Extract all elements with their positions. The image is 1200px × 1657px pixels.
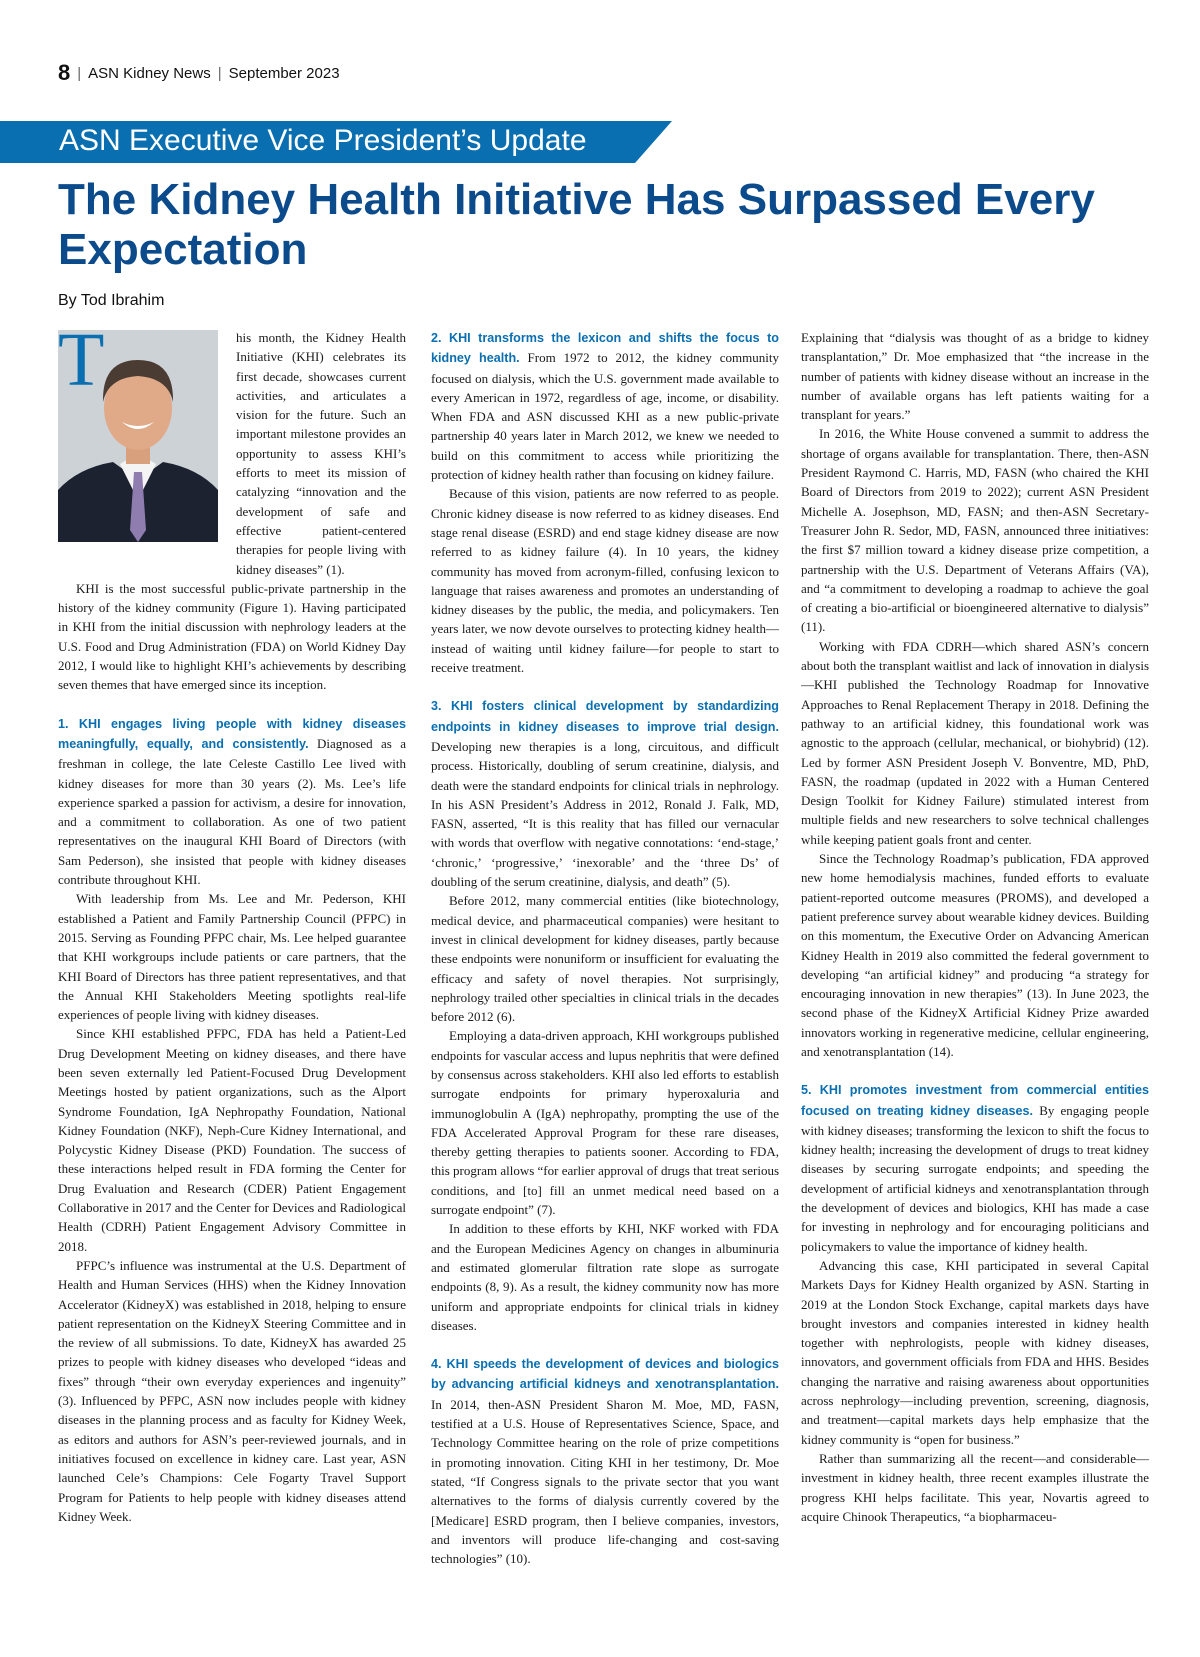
- section-5-text: By engaging people with kidney diseases; transforming the lexicon to shift the focus to kidney health; increasing the development of drugs to treat kidney diseases by securing surrogate endpoints; and speeding the development of artificial kidneys and xenotransplantation through the development of devices and biologics, KHI has made a case for investing in nephrology and for encouraging politicians and policymakers to value the importance of kidney health.: [801, 1102, 1149, 1254]
- page-number: 8: [58, 60, 71, 85]
- page-header: [58, 60, 340, 86]
- article-column-3: [801, 328, 1149, 1526]
- drop-cap: T: [58, 318, 105, 402]
- section-2-text: From 1972 to 2012, the kidney community focused on dialysis, which the U.S. government made available to every American in 1972, regardless of age, income, or disability. When FDA and ASN discussed KHI as a new public-private partnership 40 years later in March 2012, we knew we needed to build on this commitment to access while prioritizing the protection of kidney health rather than focusing on kidney failure.: [431, 350, 779, 483]
- body-paragraph: Employing a data-driven approach, KHI workgroups published endpoints for vascular access and lupus nephritis that were defined by consensus across stakeholders. KHI also led efforts to establish surrogate endpoints for primary hyperoxaluria and immunoglobulin A (IgA) nephropathy, prompting the use of the FDA Accelerated Approval Program for these rare diseases, thereby getting therapies to patients sooner. According to FDA, this program allows “for earlier approval of drugs that treat serious conditions, and [to] fill an unmet medical need based on a surrogate endpoint” (7).: [431, 1028, 779, 1218]
- body-paragraph: Since KHI established PFPC, FDA has held a Patient-Led Drug Development Meeting on kidney diseases, and there have been seven externally led Patient-Focused Drug Development Meetings hosted by patient organizations, such as the Alport Syndrome Foundation, IgA Nephropathy Foundation, National Kidney Foundation (NKF), Neph-Cure Kidney International, and Polycystic Kidney Disease (PKD) Foundation. The success of these interactions helped result in FDA forming the Center for Drug Evaluation and Research (CDER) Patient Engagement Collaborative in 2017 and the Center for Devices and Radiological Health (CDRH) Patient Engagement Advisory Committee in 2018.: [58, 1026, 406, 1254]
- article-column-2: [431, 328, 779, 1568]
- body-paragraph: Advancing this case, KHI participated in several Capital Markets Days for Kidney Health organized by ASN. Starting in 2019 at the London Stock Exchange, capital markets days have brought investors and companies interested in kidney health together with nephrologists, people with kidney diseases, innovators, and government officials from FDA and HHS. Besides changing the narrative and raising awareness about opportunities across nephrology—including prevention, screening, diagnosis, and treatment—capital markets days help emphasize that the kidney community is “open for business.”: [801, 1257, 1149, 1447]
- body-paragraph: With leadership from Ms. Lee and Mr. Pederson, KHI established a Patient and Family Partnership Council (PFPC) in 2015. Serving as Founding PFPC chair, Ms. Lee helped guarantee that KHI workgroups include patients or care partners, that the KHI Board of Directors has three patient representatives, and that the Annual KHI Stakeholders Meeting spotlights real-life experiences of people living with kidney diseases.: [58, 891, 406, 1023]
- section-1-heading: 1. KHI engages living people with kidney diseases meaningfully, equally, and consistently.: [58, 716, 406, 751]
- section-5-paragraph: [801, 1080, 1149, 1256]
- section-1-text: Diagnosed as a freshman in college, the late Celeste Castillo Lee lived with kidney diseases for more than 30 years (2). Ms. Lee’s life experience sparked a passion for activism, a desire for innovation, and a commitment to collaboration. As one of two patient representatives on the inaugural KHI Board of Directors (with Sam Pederson), she insisted that people with kidney diseases contribute throughout KHI.: [58, 735, 406, 888]
- section-5-heading: 5. KHI promotes investment from commercial entities focused on treating kidney diseases.: [801, 1083, 1149, 1118]
- body-paragraph: Since the Technology Roadmap’s publication, FDA approved new home hemodialysis machines, funded efforts to evaluate patient-reported outcome measures (PROMS), and developed a patient preference survey about wearable kidney devices. Building on this momentum, the Executive Order on Advancing American Kidney Health in 2019 also committed the federal government to developing “an artificial kidney” and producing “a strategy for encouraging innovation in new therapies” (13). In June 2023, the second phase of the KidneyX Artificial Kidney Prize awarded innovators working in regenerative medicine, cellular engineering, and xenotransplantation (14).: [801, 851, 1149, 1059]
- header-separator: |: [77, 65, 82, 82]
- section-2-heading: 2. KHI transforms the lexicon and shifts the focus to kidney health.: [431, 331, 779, 366]
- issue-date: September 2023: [228, 65, 340, 82]
- body-paragraph: Explaining that “dialysis was thought of as a bridge to kidney transplantation,” Dr. Moe emphasized that “the increase in the number of patients with kidney disease without an increase in the number of available organs has left patients waiting for a transplant for years.”: [801, 330, 1149, 423]
- section-3-text: Developing new therapies is a long, circuitous, and difficult process. Historically, doubling of serum creatinine, dialysis, and death were the standard endpoints for clinical trials in nephrology. In his ASN President’s Address in 2012, Ronald J. Falk, MD, FASN, asserted, “It is this reality that has filled our vernacular with words that overflow with negative connotations: ‘end-stage,’ ‘chronic,’ ‘progressive,’ ‘inexorable’ and the ‘three Ds’ of doubling of the serum creatinine, dialysis, and death” (5).: [431, 738, 779, 890]
- section-2-paragraph: [431, 328, 779, 484]
- section-4-heading: 4. KHI speeds the development of devices and biologics by advancing artificial kidneys and xenotransplantation.: [431, 1357, 779, 1392]
- section-1-paragraph: [58, 714, 406, 890]
- body-paragraph: In 2016, the White House convened a summit to address the shortage of organs available for transplantation. There, then-ASN President Raymond C. Harris, MD, FASN (who chaired the KHI Board of Directors from 2019 to 2022); current ASN President Michelle A. Josephson, MD, FASN; and then-ASN Secretary-Treasurer John R. Sedor, MD, FASN, announced three initiatives: the first $7 million toward a kidney disease prize competition, a partnership with the U.S. Department of Veterans Affairs (VA), and “a commitment to developing a roadmap to achieve the goal of creating a bio-artificial or bioengineered alternative to dialysis” (11).: [801, 426, 1149, 635]
- section-banner-title: ASN Executive Vice President’s Update: [59, 124, 587, 157]
- header-separator: |: [217, 65, 222, 82]
- article-column-1: [58, 318, 406, 1526]
- body-paragraph: Rather than summarizing all the recent—and considerable—investment in kidney health, three recent examples illustrate the progress KHI helps facilitate. This year, Novartis agreed to acquire Chinook Therapeutics, “a biopharmaceu-: [801, 1450, 1149, 1524]
- body-paragraph: In addition to these efforts by KHI, NKF worked with FDA and the European Medicines Agency on changes in albuminuria and estimated glomerular filtration rate slope as surrogate endpoints (8, 9). As a result, the kidney community now has more uniform and appropriate endpoints for clinical trials in kidney diseases.: [431, 1221, 779, 1333]
- intro-paragraph: his month, the Kidney Health Initiative (KHI) celebrates its first decade, showcases current activities, and articulates a vision for the future. Such an important milestone provides an opportunity to assess KHI’s efforts to meet its mission of catalyzing “innovation and the development of safe and effective patient-centered therapies for people living with kidney diseases” (1).: [236, 330, 406, 577]
- body-paragraph: Because of this vision, patients are now referred to as people. Chronic kidney disease is now referred to as kidney diseases. End stage renal disease (ESRD) and end stage kidney disease are now referred to as kidney failure (4). In 10 years, the kidney community has moved from acronym-filled, confusing lexicon to language that raises awareness and promotes an understanding of kidney diseases by the public, the media, and policymakers. Ten years later, we now devote ourselves to protecting kidney health—instead of waiting until kidney failure—for people to start to receive treatment.: [431, 486, 779, 676]
- section-3-heading: 3. KHI fosters clinical development by standardizing endpoints in kidney diseases to improve trial design.: [431, 699, 779, 734]
- section-3-paragraph: [431, 696, 779, 891]
- body-paragraph: Before 2012, many commercial entities (like biotechnology, medical device, and pharmaceutical companies) were hesitant to invest in clinical development for kidney diseases, partly because these endpoints were nonuniform or insufficient for evaluating the efficacy and safety of novel therapies. Not surprisingly, nephrology trailed other specialties in clinical trials in the decades before 2012 (6).: [431, 893, 779, 1025]
- section-4-text: In 2014, then-ASN President Sharon M. Moe, MD, FASN, testified at a U.S. House of Representatives Science, Space, and Technology Committee hearing on the role of prize competitions in promoting innovation. Citing KHI in her testimony, Dr. Moe stated, “If Congress signals to the private sector that you want alternatives to the forms of dialysis currently covered by the [Medicare] ESRD program, then I believe companies, investors, and inventors will produce life-changing and cost-saving technologies” (10).: [431, 1396, 779, 1567]
- byline: By Tod Ibrahim: [58, 292, 165, 309]
- publication-name: ASN Kidney News: [88, 65, 211, 82]
- section-4-paragraph: [431, 1354, 779, 1568]
- body-paragraph: PFPC’s influence was instrumental at the U.S. Department of Health and Human Services (HHS) when the Kidney Innovation Accelerator (KidneyX) was established in 2018, helping to ensure patient representation on the KidneyX Steering Committee and in the review of all submissions. To date, KidneyX has awarded 25 prizes to people with kidney diseases who developed “ideas and fixes” through “their own everyday experiences and ingenuity” (3). Influenced by PFPC, ASN now includes people with kidney diseases in the planning process and as faculty for Kidney Week, as editors and authors for ASN’s peer-reviewed journals, and in initiatives focused on excellence in kidney care. Last year, ASN launched Cele’s Champions: Cele Fogarty Travel Support Program for Patients to help people with kidney diseases attend Kidney Week.: [58, 1257, 406, 1524]
- body-paragraph: KHI is the most successful public-private partnership in the history of the kidney community (Figure 1). Having participated in KHI from the initial discussion with nephrology leaders at the U.S. Food and Drug Administration (FDA) on World Kidney Day 2012, I would like to highlight KHI’s achievements by describing seven themes that have emerged since its inception.: [58, 580, 406, 693]
- body-paragraph: Working with FDA CDRH—which shared ASN’s concern about both the transplant waitlist and lack of innovation in dialysis—KHI published the Technology Roadmap for Innovative Approaches to Renal Replacement Therapy in 2018. Defining the pathway to an artificial kidney, this foundational work was agnostic to the approach (cellular, mechanical, or biohybrid) (12). Led by former ASN President Joseph V. Bonventre, MD, PhD, FASN, the roadmap (updated in 2022 with a Human Centered Design Toolkit for Kidney Failure) stimulated interest from multiple fields and new researchers to solve technical challenges while keeping patient goals front and center.: [801, 638, 1149, 847]
- article-headline: The Kidney Health Initiative Has Surpassed Every Expectation: [58, 175, 1095, 274]
